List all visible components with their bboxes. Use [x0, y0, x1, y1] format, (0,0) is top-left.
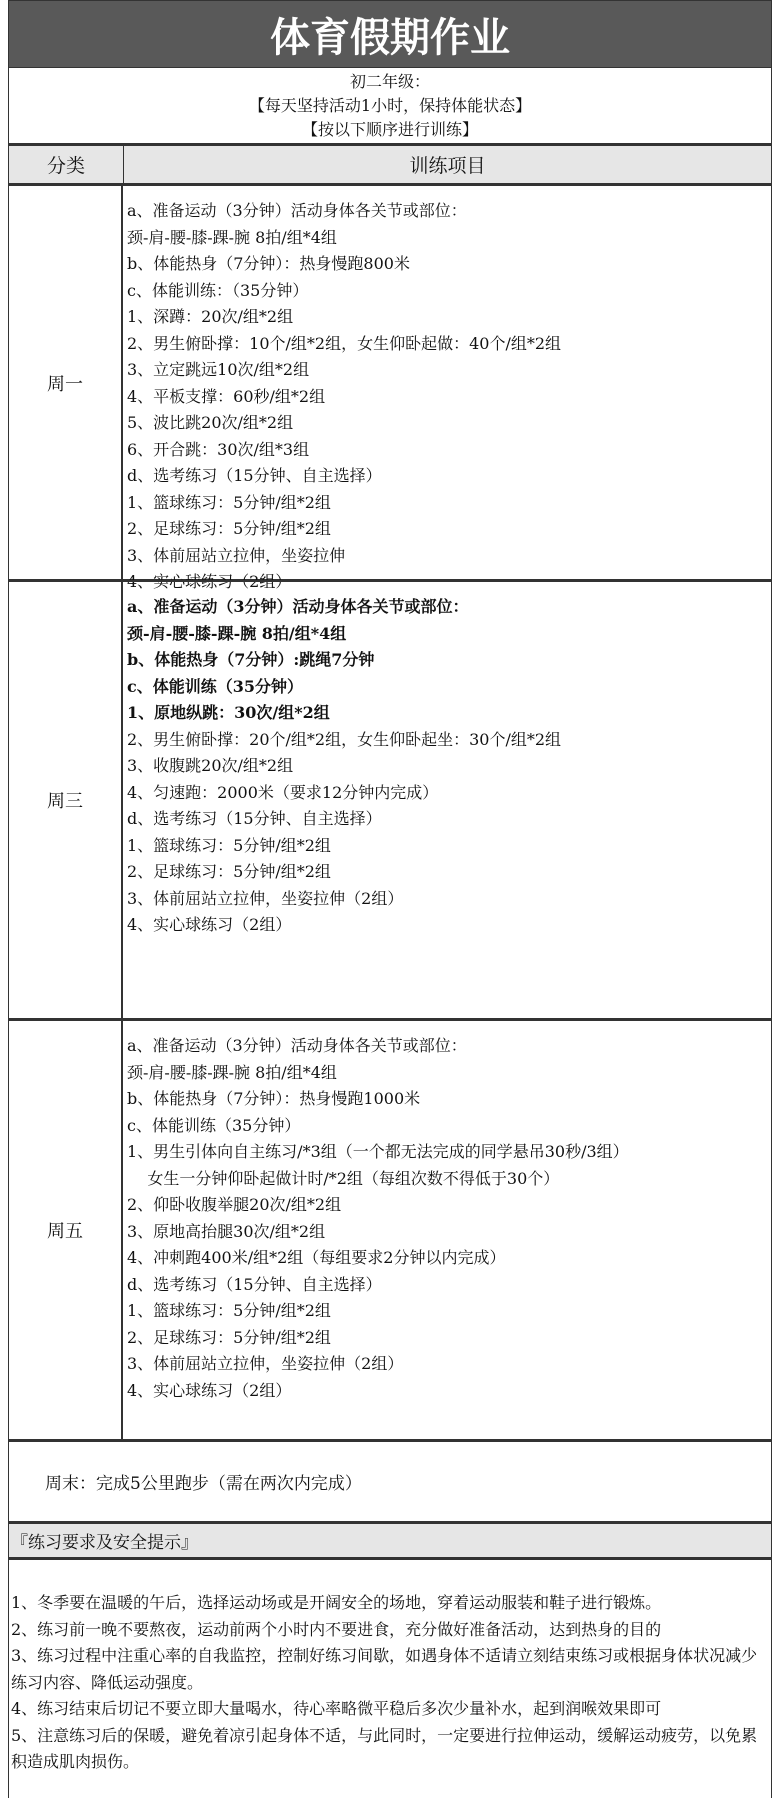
item-line: 3、收腹跳20次/组*2组 — [127, 756, 294, 775]
day-row-friday — [8, 1019, 772, 1440]
item-line: 颈-肩-腰-膝-踝-腕 8拍/组*4组 — [127, 227, 337, 247]
day-items-wednesday — [123, 582, 771, 1018]
item-line: c、体能训练（35分钟） — [127, 1115, 301, 1135]
item-line: 颈-肩-腰-膝-踝-腕 8拍/组*4组 — [127, 623, 347, 643]
item-line: 1、男生引体向自主练习/*3组（一个都无法完成的同学悬吊30秒/3组） — [127, 1142, 629, 1161]
item-line: a、准备运动（3分钟）活动身体各关节或部位： — [127, 201, 467, 220]
item-line: 2、足球练习：5分钟/组*2组 — [127, 519, 331, 538]
header-items: 训练项目 — [409, 155, 486, 177]
item-line: c、体能训练：（35分钟） — [127, 280, 309, 300]
item-line: 3、体前屈站立拉伸，坐姿拉伸 — [127, 545, 346, 565]
item-line: 女生一分钟仰卧起做计时/*2组（每组次数不得低于30个） — [127, 1168, 560, 1188]
safety-tip: 2、练习前一晚不要熬夜，运动前两个小时内不要进食，充分做好准备活动，达到热身的目的 — [11, 1619, 662, 1639]
item-line: 5、波比跳20次/组*2组 — [127, 413, 294, 432]
item-line: 2、男生俯卧撑：20个/组*2组，女生仰卧起坐：30个/组*2组 — [127, 729, 562, 749]
day-items-friday — [123, 1021, 771, 1439]
header-category: 分类 — [9, 146, 124, 183]
item-line: 3、原地高抬腿30次/组*2组 — [127, 1221, 326, 1241]
day-label-wednesday: 周三 — [9, 582, 123, 1018]
safety-tip: 1、冬季要在温暖的午后，选择运动场或是开阔安全的场地，穿着运动服装和鞋子进行锻炼。 — [11, 1593, 662, 1612]
safety-section-title: 『练习要求及安全提示』 — [8, 1522, 772, 1558]
intro-line-1: 【每天坚持活动1小时，保持体能状态】 — [248, 95, 532, 115]
intro-line-2: 【按以下顺序进行训练】 — [301, 119, 478, 139]
item-line: 2、足球练习：5分钟/组*2组 — [127, 1327, 331, 1347]
homework-sheet — [8, 0, 772, 1798]
item-line: 1、篮球练习：5分钟/组*2组 — [127, 835, 331, 855]
grade-label: 初二年级： — [349, 71, 430, 91]
table-header — [8, 144, 772, 184]
item-line: 2、足球练习：5分钟/组*2组 — [127, 862, 331, 881]
item-line: 1、深蹲：20次/组*2组 — [127, 307, 294, 326]
item-line: b、体能热身（7分钟）：热身慢跑800米 — [127, 254, 410, 273]
intro-block — [8, 68, 772, 144]
safety-tip: 4、练习结束后切记不要立即大量喝水，待心率略微平稳后多次少量补水，起到润喉效果即可 — [11, 1699, 662, 1718]
item-line: 3、体前屈站立拉伸，坐姿拉伸（2组） — [127, 1354, 404, 1373]
day-row-wednesday — [8, 580, 772, 1019]
safety-tips — [8, 1558, 772, 1798]
day-items-monday — [123, 186, 771, 591]
safety-tip: 5、注意练习后的保暖，避免着凉引起身体不适，与此同时，一定要进行拉伸运动，缓解运动疲劳，以免累积造成肌肉损伤。 — [11, 1725, 758, 1771]
item-line: 2、男生俯卧撑：10个/组*2组，女生仰卧起做：40个/组*2组 — [127, 333, 562, 353]
safety-tip: 3、练习过程中注重心率的自我监控，控制好练习间歇，如遇身体不适请立刻结束练习或根据身体状况减少练习内容、降低运动强度。 — [11, 1646, 758, 1692]
day-label-friday: 周五 — [9, 1021, 123, 1439]
item-line: 4、平板支撑：60秒/组*2组 — [127, 386, 326, 406]
item-line: 2、仰卧收腹举腿20次/组*2组 — [127, 1195, 342, 1214]
item-line: b、体能热身（7分钟）：热身慢跑1000米 — [127, 1089, 421, 1108]
item-line: b、体能热身（7分钟）:跳绳7分钟 — [127, 650, 375, 669]
item-line: 3、立定跳远10次/组*2组 — [127, 360, 310, 379]
weekend-task: 周末：完成5公里跑步（需在两次内完成） — [8, 1440, 772, 1522]
item-line: 4、冲刺跑400米/组*2组（每组要求2分钟以内完成） — [127, 1248, 506, 1267]
item-line: d、选考练习（15分钟、自主选择） — [127, 1274, 382, 1294]
day-label-monday: 周一 — [9, 186, 123, 579]
page-title: 体育假期作业 — [8, 0, 772, 68]
item-line: 颈-肩-腰-膝-踝-腕 8拍/组*4组 — [127, 1062, 337, 1082]
item-line: 4、实心球练习（2组） — [127, 1380, 292, 1400]
item-line: 1、篮球练习：5分钟/组*2组 — [127, 1301, 331, 1320]
item-line: a、准备运动（3分钟）活动身体各关节或部位： — [127, 1036, 467, 1055]
item-line: a、准备运动（3分钟）活动身体各关节或部位： — [127, 597, 469, 616]
item-line: d、选考练习（15分钟、自主选择） — [127, 466, 382, 485]
day-row-monday — [8, 184, 772, 591]
item-line: 4、匀速跑：2000米（要求12分钟内完成） — [127, 782, 439, 802]
item-line: 1、篮球练习：5分钟/组*2组 — [127, 492, 331, 512]
item-line: d、选考练习（15分钟、自主选择） — [127, 809, 382, 828]
item-line: 6、开合跳：30次/组*3组 — [127, 439, 310, 459]
item-line: 4、实心球练习（2组） — [127, 572, 292, 591]
item-line: 3、体前屈站立拉伸，坐姿拉伸（2组） — [127, 888, 404, 908]
item-line: c、体能训练（35分钟） — [127, 676, 304, 696]
item-line: 4、实心球练习（2组） — [127, 915, 292, 934]
item-line: 1、原地纵跳：30次/组*2组 — [127, 703, 330, 722]
